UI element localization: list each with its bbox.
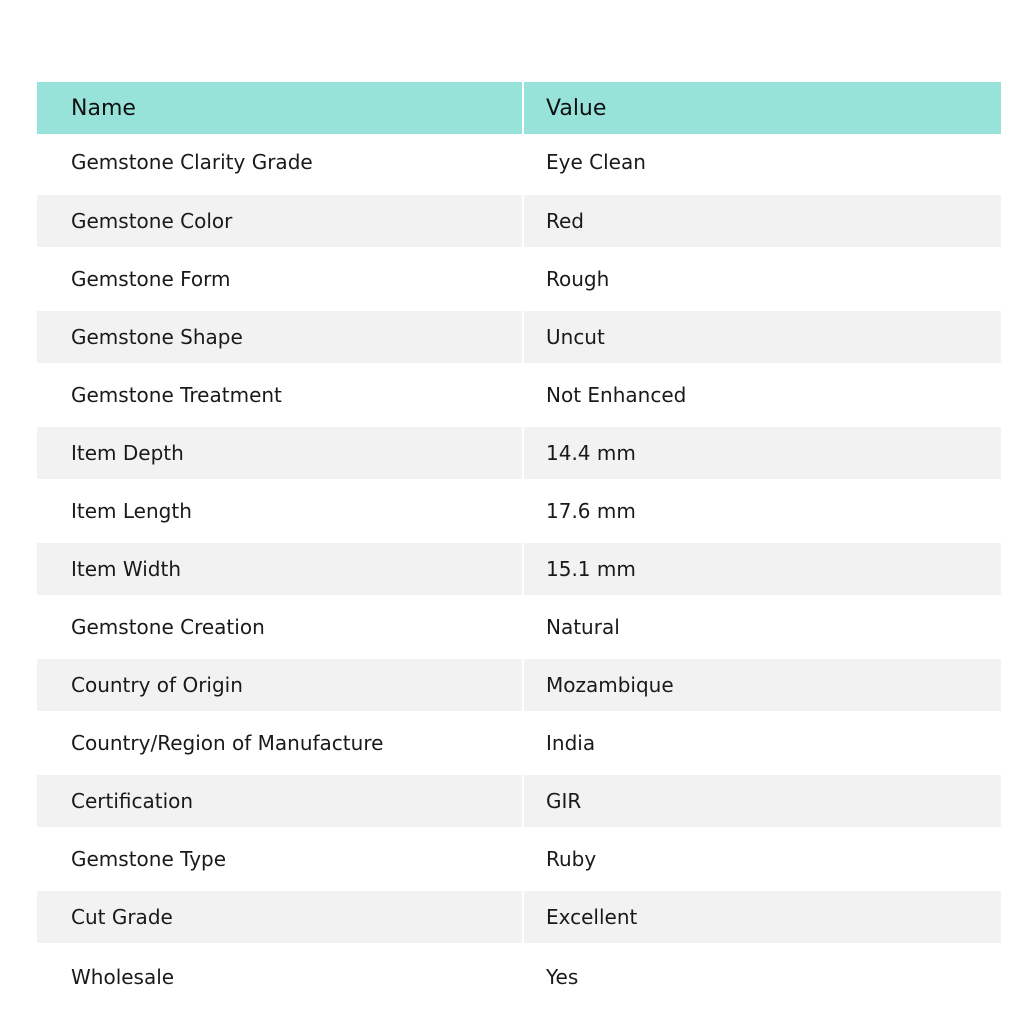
row-value-cell: Rough [546,267,610,291]
row-value-cell: 17.6 mm [546,499,636,523]
column-header-name: Name [37,82,523,134]
row-name-cell: Item Length [37,482,523,540]
row-value-cell: GIR [523,772,1001,830]
table-row [37,830,1001,888]
row-value-cell: Ruby [546,847,597,871]
row-name-cell: Cut Grade [37,888,523,946]
row-name-cell: Certification [37,772,523,830]
row-name-cell: Gemstone Clarity Grade [37,134,523,192]
column-header-value: Value [523,82,1001,134]
row-value-cell: Yes [546,964,579,989]
row-value-cell: Eye Clean [546,149,646,174]
row-value-cell: 14.4 mm [523,424,1001,482]
table-row [37,134,1001,192]
table-row [37,366,1001,424]
row-value-cell: India [546,731,596,755]
row-value-cell: Not Enhanced [546,383,687,407]
table-row [37,888,1001,946]
row-name-cell: Gemstone Treatment [37,366,523,424]
table-row [37,424,1001,482]
row-name-cell: Gemstone Type [37,830,523,888]
table-row [37,656,1001,714]
specifications-table [37,82,1001,1004]
row-name-cell: Gemstone Form [37,250,523,308]
table-row [37,598,1001,656]
row-value-cell: Mozambique [523,656,1001,714]
row-value-cell: 15.1 mm [523,540,1001,598]
row-value-cell: Uncut [523,308,1001,366]
table-row [37,308,1001,366]
row-value-cell: Red [523,192,1001,250]
table-row [37,540,1001,598]
table-row [37,772,1001,830]
row-name-cell: Gemstone Creation [37,598,523,656]
row-name-cell: Item Depth [37,424,523,482]
table-row [37,482,1001,540]
table-header-row [37,82,1001,134]
row-value-cell: Natural [546,615,620,639]
row-name-cell: Item Width [37,540,523,598]
row-name-cell: Country/Region of Manufacture [37,714,523,772]
table-row [37,192,1001,250]
row-value-cell: Excellent [523,888,1001,946]
row-name-cell: Wholesale [37,946,523,1004]
table-row [37,946,1001,1004]
table-row [37,714,1001,772]
table-row [37,250,1001,308]
row-name-cell: Country of Origin [37,656,523,714]
row-name-cell: Gemstone Color [37,192,523,250]
row-name-cell: Gemstone Shape [37,308,523,366]
